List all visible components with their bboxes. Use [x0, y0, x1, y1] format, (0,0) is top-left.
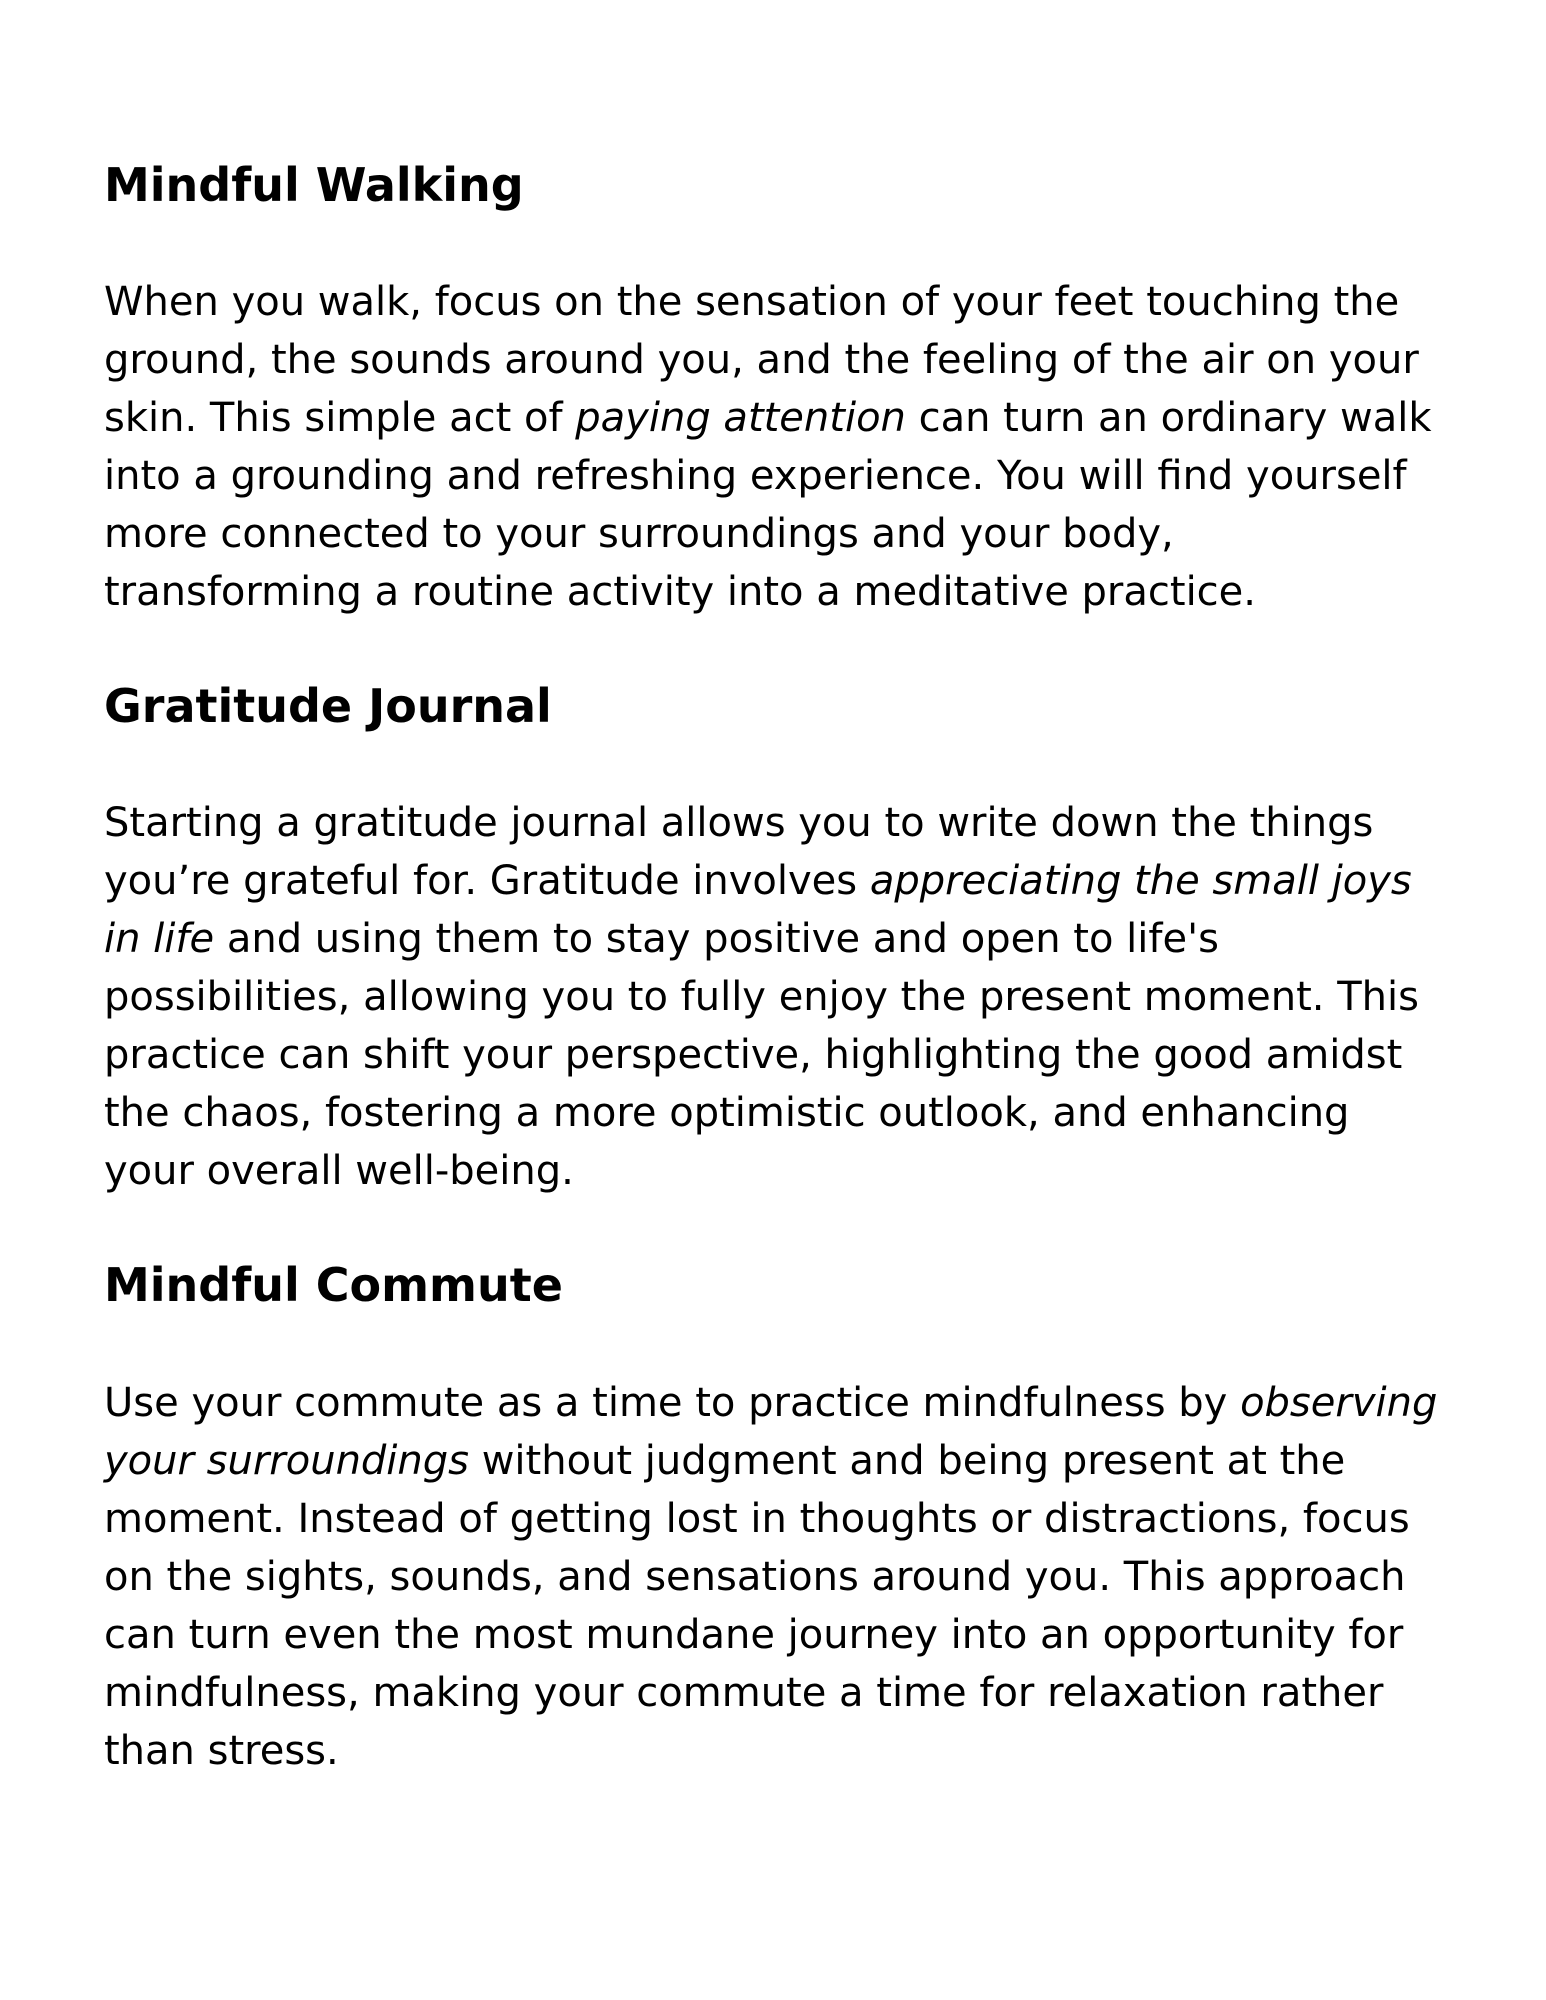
paragraph-text: Starting a gratitude journal allows you to write down the things you’re grateful for. Gratitude involves	[104, 800, 1374, 905]
paragraph-text: When you walk, focus on the sensation of your feet touching the ground, the sounds around you, and the feeling of the air on your skin. This simple act of	[104, 279, 1419, 442]
document-page	[104, 158, 1444, 1780]
section-mindful-commute	[104, 1258, 1444, 1779]
section-paragraph	[104, 794, 1444, 1200]
paragraph-text: and using them to stay positive and open to life's possibilities, allowing you to fully enjoy the present moment. This practice can shift your perspective, highlighting the good amidst the chaos, fostering a more optimistic outlook, and enhancing your overall well-being.	[104, 916, 1419, 1195]
paragraph-text: can turn an ordinary walk into a grounding and refreshing experience. You will find yourself more connected to your surroundings and your body, transforming a routine activity into a meditative practice.	[104, 395, 1432, 616]
paragraph-text: without judgment and being present at the moment. Instead of getting lost in thoughts or distractions, focus on the sights, sounds, and sensations around you. This approach can turn even the most mundane journey into an opportunity for mindfulness, making your commute a time for relaxation rather than stress.	[104, 1437, 1410, 1774]
section-paragraph	[104, 273, 1444, 621]
paragraph-emphasis: observing your surroundings	[104, 1379, 1438, 1484]
paragraph-text: Use your commute as a time to practice mindfulness by	[104, 1379, 1241, 1426]
section-heading: Gratitude Journal	[104, 679, 552, 734]
section-paragraph	[104, 1374, 1444, 1780]
section-mindful-walking	[104, 158, 1444, 621]
paragraph-emphasis: appreciating the small joys in life	[104, 858, 1412, 963]
section-heading: Mindful Walking	[104, 158, 524, 212]
paragraph-emphasis: paying attention	[575, 395, 906, 442]
section-heading: Mindful Commute	[104, 1258, 563, 1313]
section-gratitude-journal	[104, 679, 1444, 1200]
